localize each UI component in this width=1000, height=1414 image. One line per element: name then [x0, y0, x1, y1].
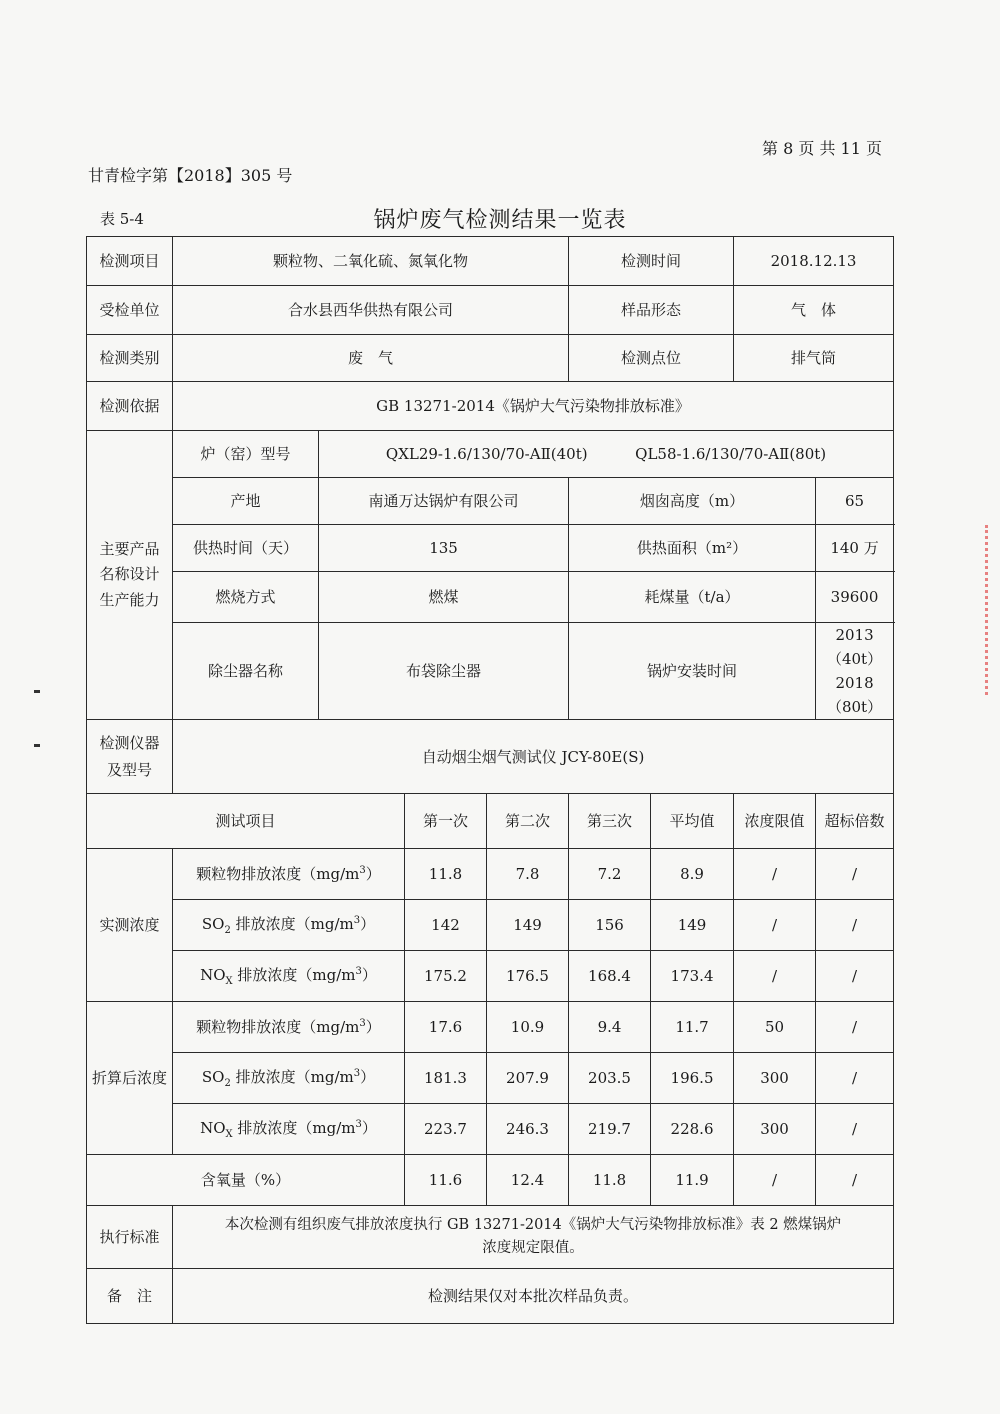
install-value	[816, 623, 894, 720]
measured-item-so2: $SO_2$ 排放浓度$(mg/m^3)$	[173, 900, 405, 951]
heating-time-label: 供热时间（天）	[173, 525, 319, 572]
item-text-end: ）	[365, 1018, 381, 1036]
table-cell: 219.7	[569, 1104, 651, 1155]
table-cell: 203.5	[569, 1053, 651, 1104]
table-cell: /	[734, 1155, 816, 1206]
heating-area-label: 供热面积（m²）	[569, 525, 816, 572]
category-value: 废 气	[173, 335, 569, 382]
table-cell: 17.6	[405, 1002, 487, 1053]
converted-label: 折算后浓度	[87, 1002, 173, 1155]
point-value: 排气筒	[734, 335, 894, 382]
instrument-value: 自动烟尘烟气测试仪 JCY-80E(S)	[173, 720, 894, 794]
measured-item-nox: $NO_X$ 排放浓度$(mg/m^3)$	[173, 951, 405, 1002]
time-label: 检测时间	[569, 237, 734, 286]
install-label: 锅炉安装时间	[569, 623, 816, 720]
table-cell: 173.4	[651, 951, 734, 1002]
remarks-value: 检测结果仅对本批次样品负责。	[173, 1269, 894, 1324]
boiler-emission-table	[86, 236, 894, 1324]
header-average: 平均值	[651, 794, 734, 849]
table-cell: /	[816, 1053, 894, 1104]
coal-label: 耗煤量（t/a）	[569, 572, 816, 623]
standard-label: 执行标准	[87, 1206, 173, 1269]
item-sub: X	[225, 1128, 233, 1140]
instrument-label-line-2: 及型号	[106, 760, 152, 779]
header-first: 第一次	[405, 794, 487, 849]
item-text: NO	[200, 1118, 226, 1137]
table-cell: 149	[651, 900, 734, 951]
table-cell: /	[816, 1002, 894, 1053]
table-cell: 168.4	[569, 951, 651, 1002]
model-label: 炉（窑）型号	[173, 431, 319, 478]
converted-item-pm: 颗粒物排放浓度$(mg/m^3)$	[173, 1002, 405, 1053]
table-label: 表 5-4	[100, 210, 144, 228]
item-text: 颗粒物排放浓度（mg/m	[196, 1018, 360, 1036]
table-cell: /	[816, 849, 894, 900]
unit-label: 受检单位	[87, 286, 173, 335]
item-text-end: 排放浓度（mg/m	[232, 1118, 356, 1137]
table-cell: 142	[405, 900, 487, 951]
oxygen-label: 含氧量（%）	[87, 1155, 405, 1206]
model-value	[319, 431, 894, 478]
table-cell: 300	[734, 1104, 816, 1155]
item-text: NO	[200, 965, 226, 984]
table-cell: 50	[734, 1002, 816, 1053]
chimney-label: 烟囱高度（m）	[569, 478, 816, 525]
report-number: 甘青检字第【2018】305 号	[88, 166, 293, 185]
origin-value: 南通万达锅炉有限公司	[319, 478, 569, 525]
instrument-label	[87, 720, 173, 794]
converted-item-so2: $SO_2$ 排放浓度$(mg/m^3)$	[173, 1053, 405, 1104]
table-cell: 149	[487, 900, 569, 951]
item-sub: 2	[224, 1077, 231, 1089]
table-cell: 300	[734, 1053, 816, 1104]
converted-item-nox: $NO_X$ 排放浓度$(mg/m^3)$	[173, 1104, 405, 1155]
table-cell: /	[816, 951, 894, 1002]
item-text-end: 排放浓度（mg/m	[232, 965, 356, 984]
table-cell: 11.8	[569, 1155, 651, 1206]
coal-value: 39600	[816, 572, 894, 623]
table-cell: 11.8	[405, 849, 487, 900]
product-group-label: 主要产品名称设计生产能力	[87, 431, 173, 720]
item-text: 颗粒物排放浓度（mg/m	[196, 865, 360, 883]
standard-value-line-1: 本次检测有组织废气排放浓度执行 GB 13271-2014《锅炉大气污染物排放标准》表 2 燃煤锅炉	[224, 1216, 842, 1233]
chimney-value: 65	[816, 478, 894, 525]
model-value-80t: QL58-1.6/130/70-AⅡ(80t)	[635, 445, 827, 463]
table-cell: /	[816, 900, 894, 951]
item-text-end: 排放浓度（mg/m	[230, 1067, 354, 1086]
table-cell: 11.7	[651, 1002, 734, 1053]
header-limit: 浓度限值	[734, 794, 816, 849]
item-text-end: 排放浓度（mg/m	[230, 914, 354, 933]
header-second: 第二次	[487, 794, 569, 849]
dust-label: 除尘器名称	[173, 623, 319, 720]
scan-mark	[34, 690, 40, 693]
table-cell: 207.9	[487, 1053, 569, 1104]
table-cell: 175.2	[405, 951, 487, 1002]
header-test-item: 测试项目	[87, 794, 405, 849]
basis-value: GB 13271-2014《锅炉大气污染物排放标准》	[173, 382, 894, 431]
point-label: 检测点位	[569, 335, 734, 382]
table-cell: 8.9	[651, 849, 734, 900]
table-cell: 10.9	[487, 1002, 569, 1053]
table-cell: /	[816, 1104, 894, 1155]
unit-value: 合水县西华供热有限公司	[173, 286, 569, 335]
scan-mark	[34, 744, 40, 747]
heating-area-value: 140 万	[816, 525, 894, 572]
table-cell: 7.2	[569, 849, 651, 900]
standard-value-line-2: 浓度规定限值。	[482, 1240, 584, 1256]
standard-value	[173, 1206, 894, 1269]
item-sub: X	[225, 975, 233, 987]
install-value-80t: 2018（80t）	[826, 674, 883, 716]
heating-time-value: 135	[319, 525, 569, 572]
table-cell: 11.6	[405, 1155, 487, 1206]
dust-value: 布袋除尘器	[319, 623, 569, 720]
table-cell: 181.3	[405, 1053, 487, 1104]
table-cell: 176.5	[487, 951, 569, 1002]
table-cell: 196.5	[651, 1053, 734, 1104]
item-text: SO	[201, 914, 225, 933]
item-text-end: ）	[365, 865, 381, 883]
table-cell: 228.6	[651, 1104, 734, 1155]
table-cell: /	[734, 951, 816, 1002]
table-cell: 7.8	[487, 849, 569, 900]
table-cell: 11.9	[651, 1155, 734, 1206]
measured-item-pm: 颗粒物排放浓度$(mg/m^3)$	[173, 849, 405, 900]
header-exceed: 超标倍数	[816, 794, 894, 849]
table-cell: /	[734, 849, 816, 900]
combustion-value: 燃煤	[319, 572, 569, 623]
origin-label: 产地	[173, 478, 319, 525]
table-cell: 246.3	[487, 1104, 569, 1155]
combustion-label: 燃烧方式	[173, 572, 319, 623]
table-cell: 9.4	[569, 1002, 651, 1053]
table-cell: 156	[569, 900, 651, 951]
instrument-label-line-1: 检测仪器	[99, 733, 160, 752]
header-third: 第三次	[569, 794, 651, 849]
install-value-40t: 2013（40t）	[826, 626, 883, 668]
time-value: 2018.12.13	[734, 237, 894, 286]
item-text: SO	[201, 1067, 225, 1086]
basis-label: 检测依据	[87, 382, 173, 431]
table-cell: /	[816, 1155, 894, 1206]
seal-edge-mark	[985, 525, 994, 695]
model-value-40t: QXL29-1.6/130/70-AⅡ(40t)	[385, 445, 588, 463]
form-value: 气 体	[734, 286, 894, 335]
table-cell: 12.4	[487, 1155, 569, 1206]
table-title: 锅炉废气检测结果一览表	[373, 208, 627, 233]
measured-label: 实测浓度	[87, 849, 173, 1002]
remarks-label: 备 注	[87, 1269, 173, 1324]
item-value: 颗粒物、二氧化硫、氮氧化物	[173, 237, 569, 286]
table-cell: /	[734, 900, 816, 951]
item-sub: 2	[224, 924, 231, 936]
table-cell: 223.7	[405, 1104, 487, 1155]
form-label: 样品形态	[569, 286, 734, 335]
page-number: 第 8 页 共 11 页	[762, 139, 882, 158]
item-label: 检测项目	[87, 237, 173, 286]
category-label: 检测类别	[87, 335, 173, 382]
